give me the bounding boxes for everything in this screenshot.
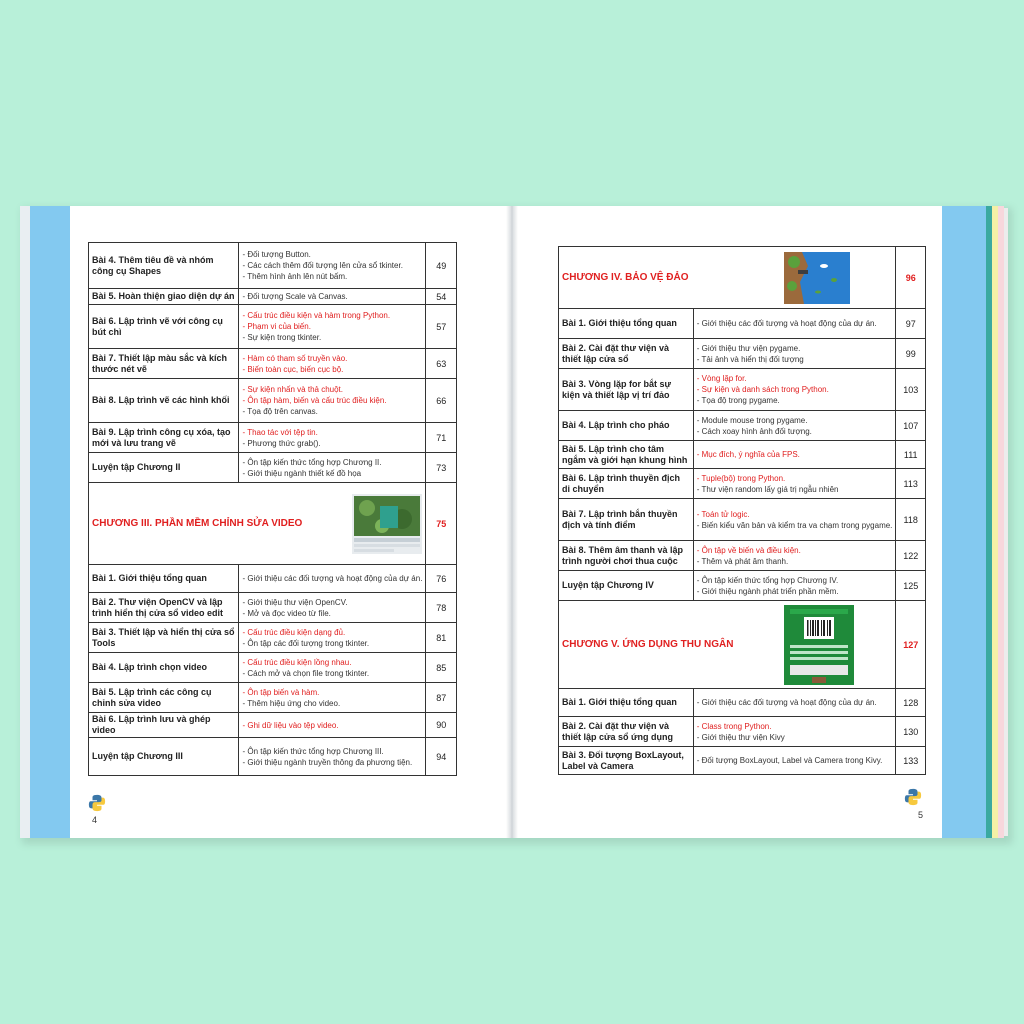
toc-row: [89, 305, 457, 349]
lesson-page-number: 122: [896, 541, 926, 571]
lesson-page-number: 81: [426, 623, 457, 653]
topic-line: - Mục đích, ý nghĩa của FPS.: [696, 450, 800, 459]
lesson-page-number: 63: [426, 349, 457, 379]
lesson-page-number: 113: [896, 469, 926, 499]
toc-row: [89, 379, 457, 423]
lesson-title: Bài 5. Hoàn thiện giao diện dự án: [89, 289, 239, 305]
lesson-page-number: 94: [426, 738, 457, 776]
lesson-page-number: 97: [896, 309, 926, 339]
topic-line: - Mở và đọc video từ file.: [242, 608, 331, 618]
lesson-title: Bài 8. Lập trình vẽ các hình khối: [89, 379, 239, 423]
topic-line: - Cấu trúc điều kiện lồng nhau.: [242, 657, 352, 667]
lesson-topics: [239, 453, 426, 483]
book-gutter: [506, 206, 518, 838]
lesson-topics: [239, 305, 426, 349]
lesson-title: Bài 3. Vòng lặp for bắt sự kiện và thiết lập vị trí đảo: [559, 369, 694, 411]
lesson-topics: [693, 499, 896, 541]
lesson-page-number: 71: [426, 423, 457, 453]
lesson-topics: [239, 623, 426, 653]
lesson-topics: [239, 243, 426, 289]
topic-line: - Hàm có tham số truyền vào.: [242, 353, 348, 363]
lesson-title: Bài 4. Lập trình chọn video: [89, 653, 239, 683]
lesson-topics: [693, 541, 896, 571]
lesson-title: Bài 1. Giới thiệu tổng quan: [559, 309, 694, 339]
lesson-topics: [693, 571, 896, 601]
lesson-topics: [693, 339, 896, 369]
topic-line: - Ôn tập kiến thức tổng hợp Chương II.: [242, 457, 382, 467]
chapter-title: CHƯƠNG IV. BẢO VỆ ĐẢO: [562, 272, 689, 283]
lesson-title: Bài 3. Thiết lập và hiển thị cửa sổ Tools: [89, 623, 239, 653]
right-toc-table: [558, 246, 926, 775]
lesson-page-number: 73: [426, 453, 457, 483]
right-page-number: 5: [918, 810, 924, 820]
topic-line: - Sự kiện nhấn và thả chuột.: [242, 385, 343, 394]
topic-line: - Thư viện random lấy giá trị ngẫu nhiên: [696, 484, 839, 494]
topic-line: - Giới thiệu ngành phát triển phần mềm.: [696, 586, 839, 596]
topic-line: - Ôn tập về biến và điều kiện.: [696, 545, 801, 555]
chapter-5-section: [559, 601, 926, 689]
topic-line: - Cách xoay hình ảnh đối tượng.: [696, 426, 812, 436]
lesson-title: Bài 1. Giới thiệu tổng quan: [89, 565, 239, 593]
lesson-topics: [693, 469, 896, 499]
lesson-topics: [693, 747, 896, 775]
chapter-title: CHƯƠNG V. ỨNG DỤNG THU NGÂN: [562, 639, 734, 650]
lesson-topics: [693, 411, 896, 441]
topic-line: - Thêm hình ảnh lên nút bấm.: [242, 272, 348, 281]
lesson-page-number: 99: [896, 339, 926, 369]
topic-line: - Các cách thêm đối tượng lên cửa sổ tkinter.: [242, 261, 403, 270]
toc-row: [89, 423, 457, 453]
lesson-title: Bài 2. Cài đặt thư viện và thiết lập cửa sổ: [559, 339, 694, 369]
topic-line: - Sự kiện và danh sách trong Python.: [696, 385, 829, 394]
lesson-topics: [239, 683, 426, 713]
toc-row: [559, 441, 926, 469]
topic-line: - Toán tử logic.: [696, 509, 750, 519]
lesson-topics: [693, 689, 896, 717]
lesson-title: Bài 4. Lập trình cho pháo: [559, 411, 694, 441]
toc-row: [559, 369, 926, 411]
toc-row: [89, 243, 457, 289]
chapter-4-section: [559, 247, 926, 309]
topic-line: - Phạm vi của biến.: [242, 322, 311, 331]
toc-row: [89, 349, 457, 379]
chapter-row: [559, 601, 926, 689]
toc-row: [89, 713, 457, 738]
topic-line: - Thao tác với tệp tin.: [242, 427, 318, 437]
toc-row: [89, 683, 457, 713]
lesson-page-number: 76: [426, 565, 457, 593]
lesson-topics: [239, 593, 426, 623]
chapter-cell: [89, 483, 426, 565]
topic-line: - Tọa độ trong pygame.: [696, 396, 780, 405]
chapter-row: [89, 483, 457, 565]
topic-line: - Class trong Python.: [696, 721, 772, 731]
topic-line: - Phương thức grab().: [242, 438, 321, 448]
lesson-page-number: 130: [896, 717, 926, 747]
lesson-page-number: 49: [426, 243, 457, 289]
left-toc-table: [88, 242, 457, 776]
topic-line: - Ôn tập kiến thức tổng hợp Chương IV.: [696, 575, 839, 585]
toc-row: [559, 499, 926, 541]
lesson-title: Bài 1. Giới thiệu tổng quan: [559, 689, 694, 717]
lesson-title: Luyện tập Chương III: [89, 738, 239, 776]
lesson-topics: [239, 349, 426, 379]
topic-line: - Giới thiệu các đối tượng và hoạt động của dự án.: [696, 698, 877, 707]
toc-row: [559, 747, 926, 775]
left-toc-body-2: [89, 565, 457, 776]
topic-line: - Cấu trúc điều kiện dạng đủ.: [242, 627, 346, 637]
topic-line: - Giới thiệu ngành thiết kế đồ họa: [242, 468, 362, 478]
lesson-topics: [239, 713, 426, 738]
lesson-topics: [239, 423, 426, 453]
lesson-title: Bài 6. Lập trình thuyền địch di chuyển: [559, 469, 694, 499]
chapter-3-section: [89, 483, 457, 565]
lesson-page-number: 66: [426, 379, 457, 423]
topic-line: - Thêm và phát âm thanh.: [696, 556, 789, 566]
right-toc-body-2: [559, 689, 926, 775]
lesson-title: Bài 2. Cài đặt thư viện và thiết lập cửa sổ ứng dụng: [559, 717, 694, 747]
lesson-title: Bài 7. Thiết lập màu sắc và kích thước nét vẽ: [89, 349, 239, 379]
island-game-thumbnail: [784, 252, 850, 304]
left-toc-body-1: [89, 243, 457, 483]
toc-row: [559, 571, 926, 601]
topic-line: - Module mouse trong pygame.: [696, 415, 808, 425]
toc-row: [89, 738, 457, 776]
chapter-title: CHƯƠNG III. PHẦN MỀM CHỈNH SỬA VIDEO: [92, 518, 303, 529]
lesson-title: Bài 5. Lập trình cho tâm ngắm và giới hạn khung hình: [559, 441, 694, 469]
lesson-topics: [239, 379, 426, 423]
python-logo-icon: [88, 794, 106, 812]
toc-row: [559, 411, 926, 441]
lesson-title: Luyện tập Chương IV: [559, 571, 694, 601]
lesson-page-number: 90: [426, 713, 457, 738]
lesson-page-number: 78: [426, 593, 457, 623]
lesson-page-number: 103: [896, 369, 926, 411]
topic-line: - Giới thiệu thư viện OpenCV.: [242, 597, 348, 607]
topic-line: - Sự kiện trong tkinter.: [242, 333, 322, 342]
topic-line: - Giới thiệu các đối tượng và hoạt động của dự án.: [696, 319, 877, 328]
lesson-title: Bài 8. Thêm âm thanh và lập trình người chơi thua cuộc: [559, 541, 694, 571]
topic-line: - Vòng lặp for.: [696, 374, 747, 383]
lesson-page-number: 128: [896, 689, 926, 717]
lesson-topics: [239, 738, 426, 776]
topic-line: - Ôn tập hàm, biến và cấu trúc điều kiện.: [242, 396, 387, 405]
topic-line: - Giới thiệu thư viện pygame.: [696, 343, 801, 353]
lesson-topics: [693, 717, 896, 747]
lesson-page-number: 54: [426, 289, 457, 305]
lesson-title: Bài 5. Lập trình các công cụ chỉnh sửa video: [89, 683, 239, 713]
toc-row: [559, 717, 926, 747]
chapter-page: 75: [426, 483, 457, 565]
toc-row: [559, 689, 926, 717]
toc-row: [89, 593, 457, 623]
lesson-title: Bài 9. Lập trình công cụ xóa, tạo mới và lưu trang vẽ: [89, 423, 239, 453]
chapter-page: 127: [896, 601, 926, 689]
lesson-topics: [239, 289, 426, 305]
video-editor-thumbnail: [352, 494, 422, 554]
left-page-number: 4: [92, 815, 98, 825]
lesson-topics: [693, 369, 896, 411]
topic-line: - Tải ảnh và hiển thị đối tượng: [696, 354, 804, 364]
toc-row: [89, 289, 457, 305]
lesson-page-number: 133: [896, 747, 926, 775]
topic-line: - Ôn tập kiến thức tổng hợp Chương III.: [242, 746, 384, 756]
lesson-page-number: 107: [896, 411, 926, 441]
toc-row: [89, 453, 457, 483]
right-toc-body-1: [559, 309, 926, 601]
lesson-page-number: 87: [426, 683, 457, 713]
topic-line: - Tọa độ trên canvas.: [242, 407, 318, 416]
lesson-page-number: 111: [896, 441, 926, 469]
lesson-title: Bài 6. Lập trình vẽ với công cụ bút chì: [89, 305, 239, 349]
topic-line: - Ôn tập các đối tượng trong tkinter.: [242, 638, 370, 648]
lesson-title: Bài 6. Lập trình lưu và ghép video: [89, 713, 239, 738]
topic-line: - Biến kiểu văn bản và kiểm tra va chạm trong pygame.: [696, 520, 893, 530]
toc-row: [89, 565, 457, 593]
lesson-topics: [693, 309, 896, 339]
lesson-title: Bài 4. Thêm tiêu đề và nhóm công cụ Shapes: [89, 243, 239, 289]
lesson-topics: [693, 441, 896, 469]
topic-line: - Tuple(bộ) trong Python.: [696, 473, 786, 483]
toc-row: [559, 469, 926, 499]
chapter-cell: [559, 247, 896, 309]
topic-line: - Đối tượng Scale và Canvas.: [242, 292, 348, 301]
topic-line: - Đối tượng BoxLayout, Label và Camera trong Kivy.: [696, 756, 883, 765]
topic-line: - Đối tượng Button.: [242, 250, 311, 259]
toc-row: [559, 339, 926, 369]
topic-line: - Thêm hiệu ứng cho video.: [242, 698, 341, 708]
topic-line: - Giới thiệu ngành truyền thông đa phương tiện.: [242, 757, 413, 767]
lesson-title: Bài 3. Đối tượng BoxLayout, Label và Camera: [559, 747, 694, 775]
lesson-title: Bài 7. Lập trình bắn thuyền địch và tính điểm: [559, 499, 694, 541]
toc-row: [89, 653, 457, 683]
topic-line: - Giới thiệu các đối tượng và hoạt động của dự án.: [242, 574, 423, 583]
lesson-title: Bài 2. Thư viện OpenCV và lập trình hiển thị cửa sổ video edit: [89, 593, 239, 623]
lesson-topics: [239, 565, 426, 593]
topic-line: - Cấu trúc điều kiện và hàm trong Python.: [242, 311, 391, 320]
topic-line: - Biến toàn cục, biến cục bộ.: [242, 364, 344, 374]
python-logo-icon: [904, 788, 922, 806]
cashier-app-thumbnail: [784, 605, 854, 685]
toc-row: [559, 541, 926, 571]
lesson-page-number: 118: [896, 499, 926, 541]
cover-blue-right: [942, 206, 986, 838]
topic-line: - Cách mở và chọn file trong tkinter.: [242, 668, 370, 678]
chapter-row: [559, 247, 926, 309]
chapter-cell: [559, 601, 896, 689]
cover-blue-left: [30, 206, 70, 838]
lesson-page-number: 57: [426, 305, 457, 349]
lesson-title: Luyện tập Chương II: [89, 453, 239, 483]
lesson-page-number: 85: [426, 653, 457, 683]
topic-line: - Giới thiệu thư viện Kivy: [696, 732, 785, 742]
topic-line: - Ôn tập biến và hàm.: [242, 687, 320, 697]
chapter-page: 96: [896, 247, 926, 309]
cover-edge-left: [20, 206, 30, 838]
topic-line: - Ghi dữ liệu vào tệp video.: [242, 720, 339, 730]
page-edge-white: [1004, 208, 1008, 836]
toc-row: [89, 623, 457, 653]
toc-row: [559, 309, 926, 339]
lesson-topics: [239, 653, 426, 683]
lesson-page-number: 125: [896, 571, 926, 601]
